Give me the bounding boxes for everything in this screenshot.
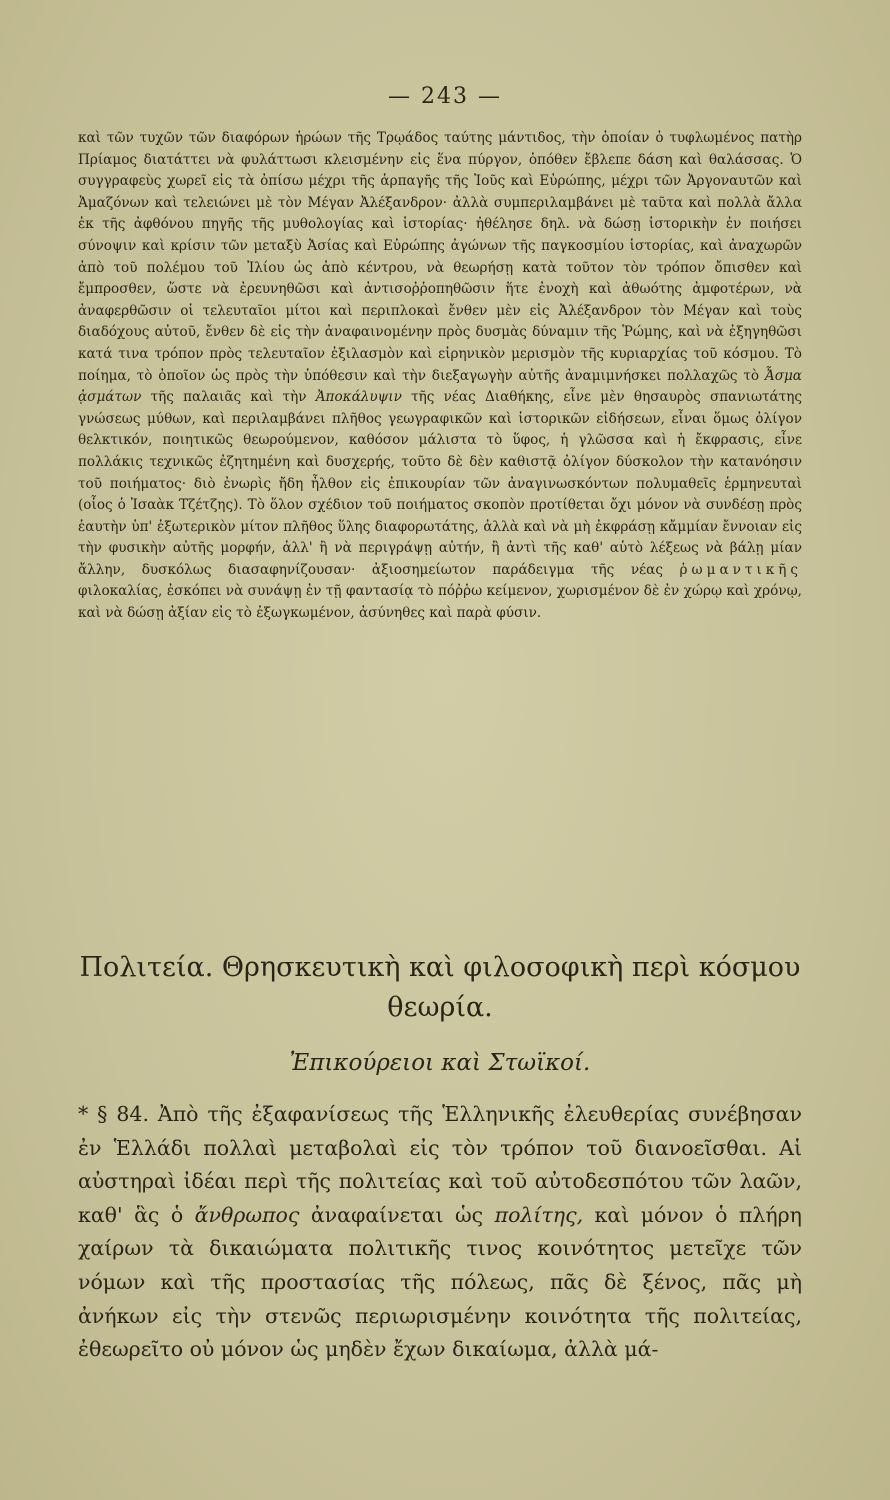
text-run: τῆς παλαιᾶς καὶ τὴν (150, 389, 307, 406)
section-title-line2: θεωρία. (387, 992, 493, 1023)
emphasis-apocalypse: Ἀποκάλυψιν (315, 389, 402, 406)
text-run: * § 84. Ἀπὸ τῆς ἐξαφανίσεως τῆς Ἑλληνικῆς ἐλευθερίας συνέβησαν ἐν Ἑλλάδι πολλαὶ μεταβολαὶ εἰς τὸν τρόπον τοῦ διανοεῖσθαι. Αἱ αὐστηραὶ ἰδέαι περὶ τῆς πολιτείας καὶ τοῦ αὐτοδεσπότου τῶν λαῶν, καθ' ἃς ὁ (78, 1102, 802, 1227)
text-run: ἀναφαίνεται ὡς (310, 1202, 484, 1227)
paragraph-continued (78, 128, 802, 625)
emphasis-song-of-songs: Ἆσμα ᾀσμάτων (78, 367, 802, 406)
emphasis-polites: πολίτης, (494, 1202, 584, 1227)
text-run: καὶ μόνον ὁ πλήρη χαίρων τὰ δικαιώματα πολιτικῆς τινος κοινότητος μετεῖχε τῶν νόμων καὶ τῆς προστασίας τῆς πόλεως, πᾶς δὲ ξένος, πᾶς μὴ ἀνήκων εἰς τὴν στενῶς περιωρισμένην κοινότητα τῆς πολιτείας, ἐθεωρεῖτο οὐ μόνον ὡς μηδὲν ἔχων δικαίωμα, ἀλλὰ μά- (78, 1202, 802, 1362)
section-title (78, 948, 802, 1028)
spaced-word-romantic: ῥωμαντικῆς (679, 561, 803, 578)
text-run: φιλοκαλίας, ἐσκόπει νὰ συνάψῃ ἐν τῇ φαντασίᾳ τὸ πόῤῥω κείμενον, χωρισμένον δὲ ἐν χώρῳ καὶ χρόνῳ, καὶ νὰ δώσῃ ἀξίαν εἰς τὸ ἐξωγκωμένον, ἀσύνηθες καὶ παρὰ φύσιν. (78, 583, 802, 622)
page-number: — 243 — (388, 84, 502, 109)
text-run: καὶ τῶν τυχῶν τῶν διαφόρων ἡρώων τῆς Τρῳάδος ταύτης μάντιδος, τὴν ὁποίαν ὁ τυφλωμένος πατὴρ Πρίαμος διατάττει νὰ φυλάττωσι κλεισμένην εἰς ἕνα πύργον, ὁπόθεν ἔβλεπε δάση καὶ θαλάσσας. Ὁ συγγραφεὺς χωρεῖ εἰς τὰ ὀπίσω μέχρι τῆς ἁρπαγῆς τῆς Ἰοῦς καὶ Εὐρώπης, μέχρι τῶν Ἀργοναυτῶν καὶ Ἀμαζόνων καὶ τελειώνει μὲ τὸν Μέγαν Ἀλέξανδρον· ἀλλὰ συμπεριλαμβάνει μὲ ταῦτα καὶ πολλὰ ἄλλα ἐκ τῆς ἀφθόνου πηγῆς τῆς μυθολογίας καὶ ἱστορίας· ἠθέλησε δηλ. νὰ δώσῃ ἱστορικὴν ἐν ποιήσει σύνοψιν καὶ κρίσιν τῶν μεταξὺ Ἀσίας καὶ Εὐρώπης ἀγώνων τῆς παγκοσμίου ἱστορίας, καὶ ἀναχωρῶν ἀπὸ τοῦ πολέμου τοῦ Ἰλίου ὡς ἀπὸ κέντρου, νὰ θεωρήσῃ κατὰ τοῦτον τὸν τρόπον ὄπισθεν καὶ ἔμπροσθεν, ὥστε νὰ ἐρευνηθῶσι καὶ ἀντισοῤῥοπηθῶσιν ἥτε ἐνοχὴ καὶ ἀθωότης ἀμφοτέρων, νὰ ἀναφερθῶσιν οἱ τελευταῖοι μίτοι καὶ περιπλοκαὶ ἔνθεν μὲν εἰς Ἀλέξανδρον τὸν Μέγαν καὶ τοὺς διαδόχους αὐτοῦ, ἔνθεν δὲ εἰς τὴν ἀναφαινομένην πρὸς δυσμὰς δύναμιν τῆς Ῥώμης, καὶ νὰ ἐξηγηθῶσι κατά τινα τρόπον πρὸς τελευταῖον ἐξιλασμὸν καὶ εἰρηνικὸν μερισμὸν τῆς κυριαρχίας τοῦ κόσμου. Τὸ ποίημα, τὸ ὁποῖον ὡς πρὸς τὴν ὑπόθεσιν καὶ τὴν διεξαγωγὴν αὐτῆς ἀναμιμνήσκει πολλαχῶς τὸ (78, 130, 802, 384)
subsection-title: Ἐπικούρειοι καὶ Στωϊκοί. (289, 1050, 591, 1076)
paragraph-84 (78, 1098, 802, 1367)
section-title-line1: Πολιτεία. Θρησκευτικὴ καὶ φιλοσοφικὴ περὶ κόσμου (79, 952, 801, 983)
text-run: τῆς νέας Διαθήκης, εἶνε μὲν θησαυρὸς σπανιωτάτης γνώσεως μύθων, καὶ περιλαμβάνει πλῆθος γεωγραφικῶν καὶ ἱστορικῶν εἰδήσεων, εἶναι ὅμως ὀλίγον θελκτικόν, ποιητικῶς θεωρούμενον, καθόσον μάλιστα τὸ ὕφος, ἡ γλῶσσα καὶ ἡ ἔκφρασις, εἶνε πολλάκις τεχνικῶς ἐζητημένη καὶ δυσχερής, τοῦτο δὲ δὲν καθιστᾷ ὀλίγον δύσκολον τὴν κατανόησιν τοῦ ποιήματος· διὸ ἐνωρὶς ἤδη ἦλθον εἰς ἐπικουρίαν τῶν ἀναγινωσκόντων πολυμαθεῖς ἑρμηνευταὶ (οἷος ὁ Ἰσαὰκ Τζέτζης). Τὸ ὅλον σχέδιον τοῦ ποιήματος σκοπὸν προτίθεται ὄχι μόνον νὰ συνδέσῃ πρὸς ἑαυτὴν ὑπ' ἐξωτερικὸν μίτον πλῆθος ὕλης διαφορωτάτης, ἀλλὰ καὶ νὰ μὴ ἐκφράσῃ κἄμμίαν ἔννοιαν εἰς τὴν φυσικὴν αὐτῆς μορφήν, ἀλλ' ἢ νὰ περιγράψῃ αὐτήν, ἢ ἀντὶ τῆς καθ' αὑτὸ λέξεως νὰ βάλῃ μίαν ἄλλην, δυσκόλως διασαφηνίζουσαν· ἀξιοσημείωτον παράδειγμα τῆς νέας (78, 389, 803, 578)
emphasis-anthropos: ἄνθρωπος (194, 1202, 300, 1227)
